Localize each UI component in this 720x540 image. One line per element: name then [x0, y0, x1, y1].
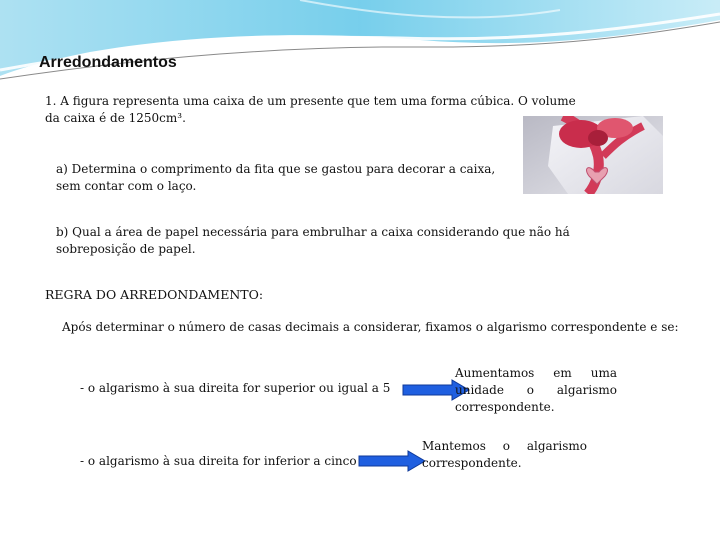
gift-box-photo: [523, 116, 663, 194]
question-b-text: b) Qual a área de papel necessária para embrulhar a caixa considerando que não há sobreposição de papel.: [56, 225, 570, 256]
slide-title: Arredondamentos: [39, 54, 177, 71]
result-1-text: Aumentamos em uma unidade o algarismo correspondente.: [455, 366, 617, 414]
question-1-text: 1. A figura representa uma caixa de um presente que tem uma forma cúbica. O volume da caixa é de 1250cm³.: [45, 94, 576, 125]
condition-2-text: - o algarismo à sua direita for inferior a cinco: [80, 454, 357, 468]
header-wave-decoration: [0, 0, 720, 90]
question-a-text: a) Determina o comprimento da fita que se gastou para decorar a caixa, sem contar com o laço.: [56, 162, 496, 193]
rule-heading: REGRA DO ARREDONDAMENTO:: [45, 287, 264, 302]
result-2-text: Mantemos o algarismo correspondente.: [422, 439, 587, 470]
condition-1-text: - o algarismo à sua direita for superior ou igual a 5: [80, 381, 391, 395]
rule-intro-text: Após determinar o número de casas decimais a considerar, fixamos o algarismo correspondente e se:: [62, 320, 679, 334]
right-arrow-icon: [358, 450, 426, 472]
